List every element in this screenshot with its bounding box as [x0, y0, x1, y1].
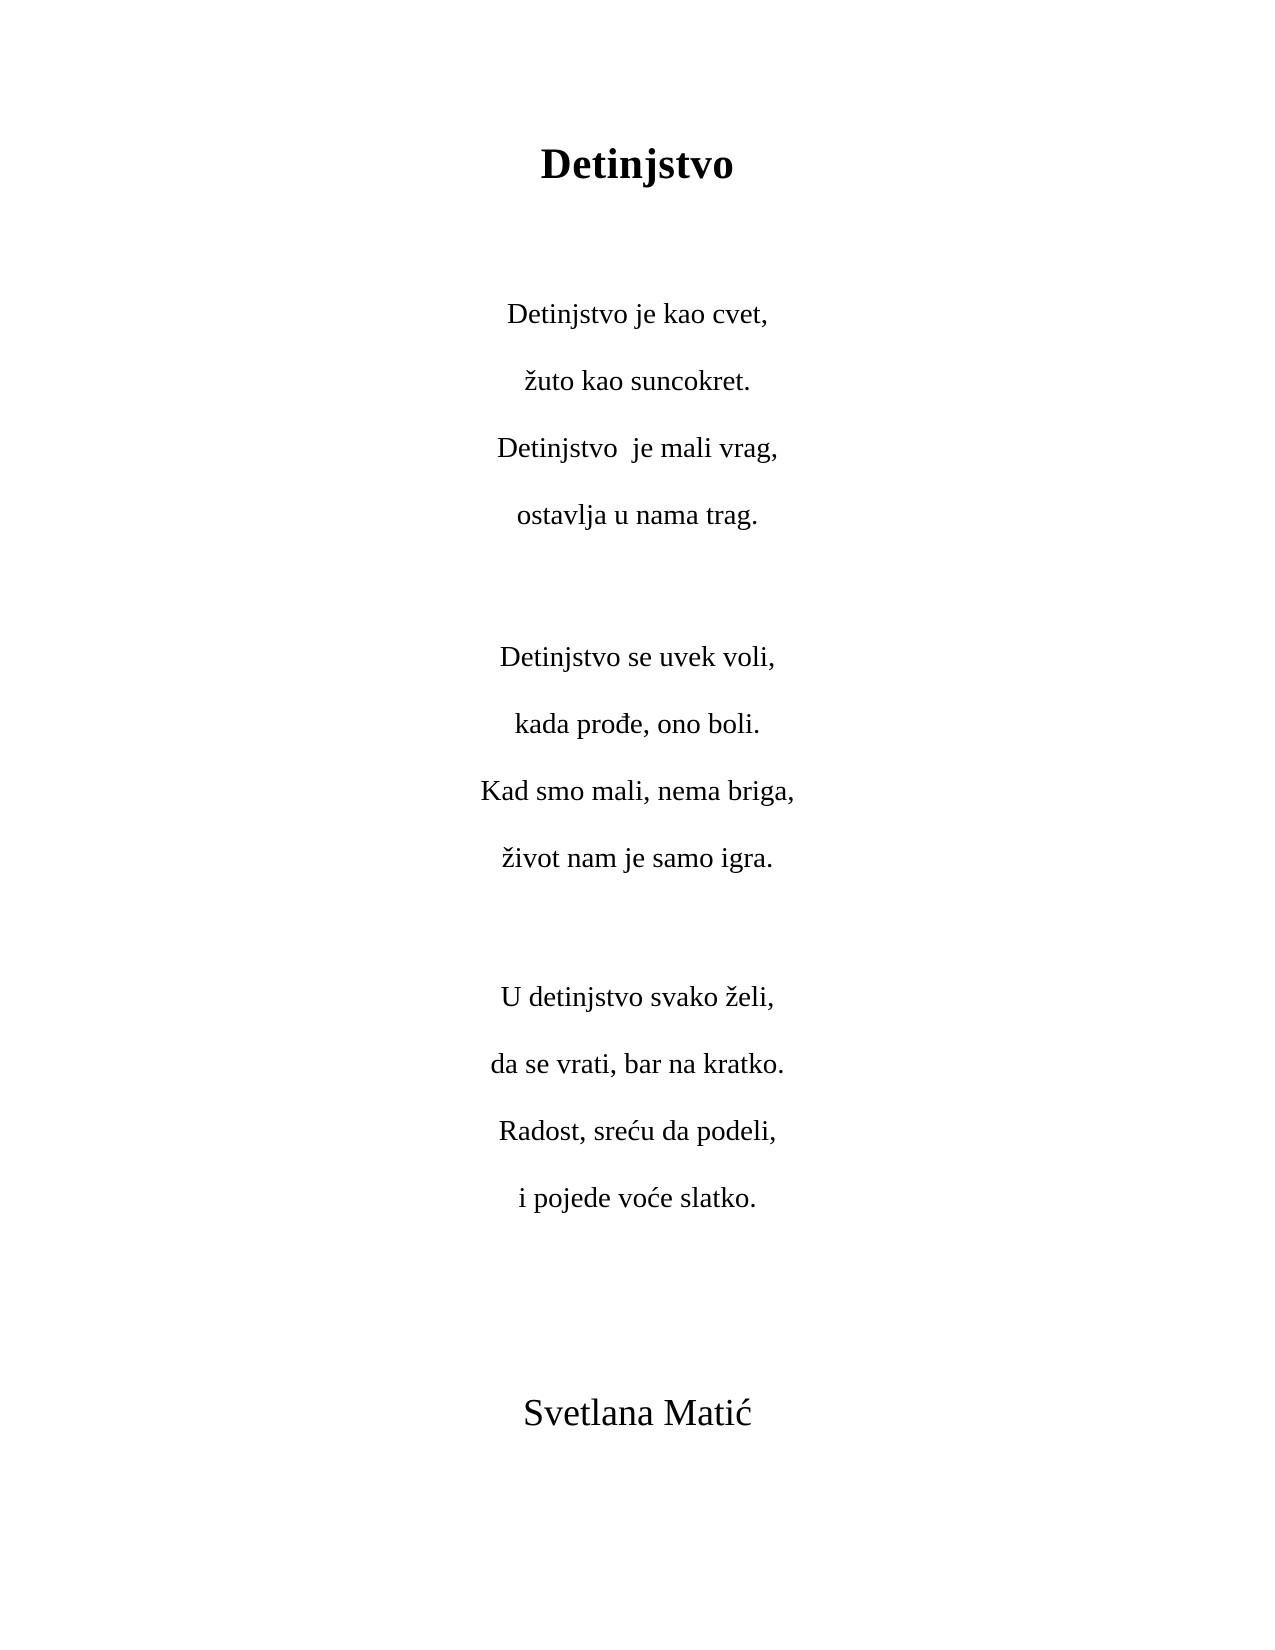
- poem-line: kada prođe, ono boli.: [514, 708, 761, 740]
- poem-title: Detinjstvo: [540, 141, 735, 188]
- poem-line: da se vrati, bar na kratko.: [490, 1048, 785, 1080]
- poem-line: Radost, sreću da podeli,: [498, 1115, 777, 1147]
- poem-line: Detinjstvo se uvek voli,: [499, 641, 776, 673]
- poem-line: žuto kao suncokret.: [524, 365, 751, 397]
- poem-line: ostavlja u nama trag.: [516, 499, 759, 531]
- poem-line: U detinjstvo svako želi,: [500, 981, 775, 1013]
- poem-line: Detinjstvo je kao cvet,: [507, 298, 768, 330]
- poem-line: život nam je samo igra.: [501, 842, 774, 874]
- poem-stanza-2: [0, 624, 1275, 892]
- poem-stanza-3: [0, 964, 1275, 1232]
- poem-stanza-1: [0, 281, 1275, 549]
- poem-line: Kad smo mali, nema briga,: [480, 775, 795, 807]
- poem-line: i pojede voće slatko.: [518, 1182, 757, 1214]
- poem-author: Svetlana Matić: [523, 1392, 752, 1434]
- poem-line: Detinjstvo je mali vrag,: [496, 432, 779, 464]
